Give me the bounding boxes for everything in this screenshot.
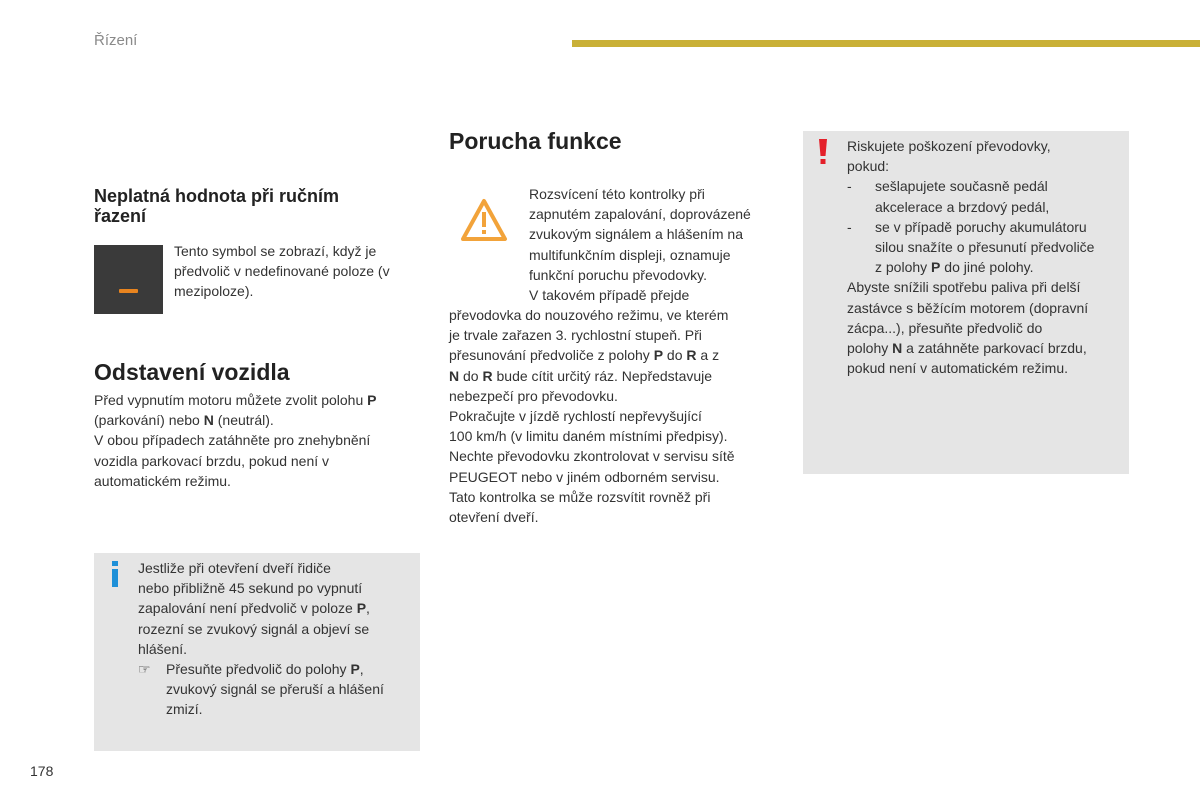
stopping-line: automatickém režimu.	[94, 472, 231, 489]
malfunction-line: Pokračujte v jízdě rychlostí nepřevyšující	[449, 408, 702, 425]
malfunction-line: převodovka do nouzového režimu, ve kterém	[449, 307, 729, 323]
info-bullet	[138, 659, 413, 720]
malfunction-intro-line: zvukovým signálem a hlášením na	[529, 226, 743, 243]
stopping-line: V obou případech zatáhněte pro znehybnění	[94, 432, 371, 449]
invalid-value-heading: Neplatná hodnota při ručním řazení	[94, 186, 340, 226]
malfunction-intro-line: zapnutém zapalování, doprovázené	[529, 206, 751, 223]
info-line: Jestliže při otevření dveří řidiče	[138, 560, 331, 576]
info-bullet-line: Přesuňte předvolič do polohy P,	[166, 661, 364, 678]
malfunction-intro-line: V takovém případě přejde	[529, 287, 690, 304]
warning-bullet	[847, 217, 1125, 278]
malfunction-intro	[529, 184, 779, 305]
info-text	[138, 558, 413, 720]
warning-bullet-line: sešlapujete současně pedál	[875, 178, 1048, 195]
malfunction-line: Nechte převodovku zkontrolovat v servisu sítě	[449, 448, 735, 465]
warning-triangle-icon	[460, 198, 508, 242]
warning-bullet-line: se v případě poruchy akumulátoru	[875, 218, 1087, 235]
info-line: zapalování není předvolič v poloze P,	[138, 600, 370, 617]
malfunction-line: Tato kontrolka se může rozsvítit rovněž při	[449, 488, 711, 505]
warning-line: polohy N a zatáhněte parkovací brzdu,	[847, 340, 1087, 357]
info-bullet-line: zmizí.	[166, 701, 203, 718]
warning-bullet-line: akcelerace a brzdový pedál,	[875, 198, 1050, 215]
warning-bullet-line: silou snažíte o přesunutí předvoliče	[875, 239, 1095, 256]
info-line: rozezní se zvukový signál a objeví se	[138, 620, 370, 637]
warning-line: zácpa...), přesuňte předvolič do	[847, 319, 1043, 336]
warning-intro-line: Riskujete poškození převodovky,	[847, 138, 1051, 154]
warning-bullet-line: z polohy P do jiné polohy.	[875, 259, 1034, 276]
warning-intro-line: pokud:	[847, 158, 890, 175]
exclamation-icon	[818, 139, 828, 165]
malfunction-line: je trvale zařazen 3. rychlostní stupeň. Při	[449, 327, 702, 344]
malfunction-body	[449, 305, 779, 527]
gear-indicator-symbol	[94, 245, 163, 314]
header-accent-bar	[572, 40, 1200, 47]
section-title: Řízení	[94, 32, 138, 49]
stopping-heading: Odstavení vozidla	[94, 359, 290, 385]
malfunction-line: N do R bude cítit určitý ráz. Nepředstavuje	[449, 367, 713, 384]
malfunction-line: PEUGEOT nebo v jiném odborném servisu.	[449, 468, 720, 485]
dash-icon	[119, 289, 138, 293]
malfunction-line: 100 km/h (v limitu daném místními předpisy).	[449, 428, 728, 445]
malfunction-intro-line: multifunkčním displeji, oznamuje	[529, 246, 731, 263]
page-number: 178	[30, 763, 54, 779]
malfunction-line: nebezpečí pro převodovku.	[449, 387, 618, 404]
info-bullet-line: zvukový signál se přeruší a hlášení	[166, 681, 384, 698]
warning-box	[803, 131, 1129, 474]
warning-bullet	[847, 176, 1125, 216]
info-icon	[109, 561, 121, 587]
warning-text	[847, 136, 1125, 378]
dash-bullet-icon: -	[847, 218, 852, 235]
stopping-line: Před vypnutím motoru můžete zvolit polohu P	[94, 392, 377, 408]
malfunction-line: otevření dveří.	[449, 509, 539, 526]
malfunction-line: přesunování předvoliče z polohy P do R a z	[449, 347, 720, 364]
malfunction-heading: Porucha funkce	[449, 128, 622, 154]
malfunction-intro-line: Rozsvícení této kontrolky při	[529, 186, 705, 202]
dash-bullet-icon: -	[847, 178, 852, 195]
info-line: nebo přibližně 45 sekund po vypnutí	[138, 580, 363, 597]
pointing-hand-icon: ☞	[138, 661, 151, 678]
stopping-line: (parkování) nebo N (neutrál).	[94, 412, 274, 429]
invalid-value-text: Tento symbol se zobrazí, když je předvolič v nedefinované poloze (v mezipoloze).	[174, 243, 390, 300]
warning-line: pokud není v automatickém režimu.	[847, 360, 1068, 377]
warning-line: zastávce s běžícím motorem (dopravní	[847, 299, 1089, 316]
stopping-line: vozidla parkovací brzdu, pokud není v	[94, 452, 330, 469]
info-box	[94, 553, 420, 751]
malfunction-intro-line: funkční poruchu převodovky.	[529, 266, 707, 283]
info-line: hlášení.	[138, 640, 188, 657]
stopping-text	[94, 390, 424, 491]
warning-line: Abyste snížili spotřebu paliva při delší	[847, 279, 1081, 296]
